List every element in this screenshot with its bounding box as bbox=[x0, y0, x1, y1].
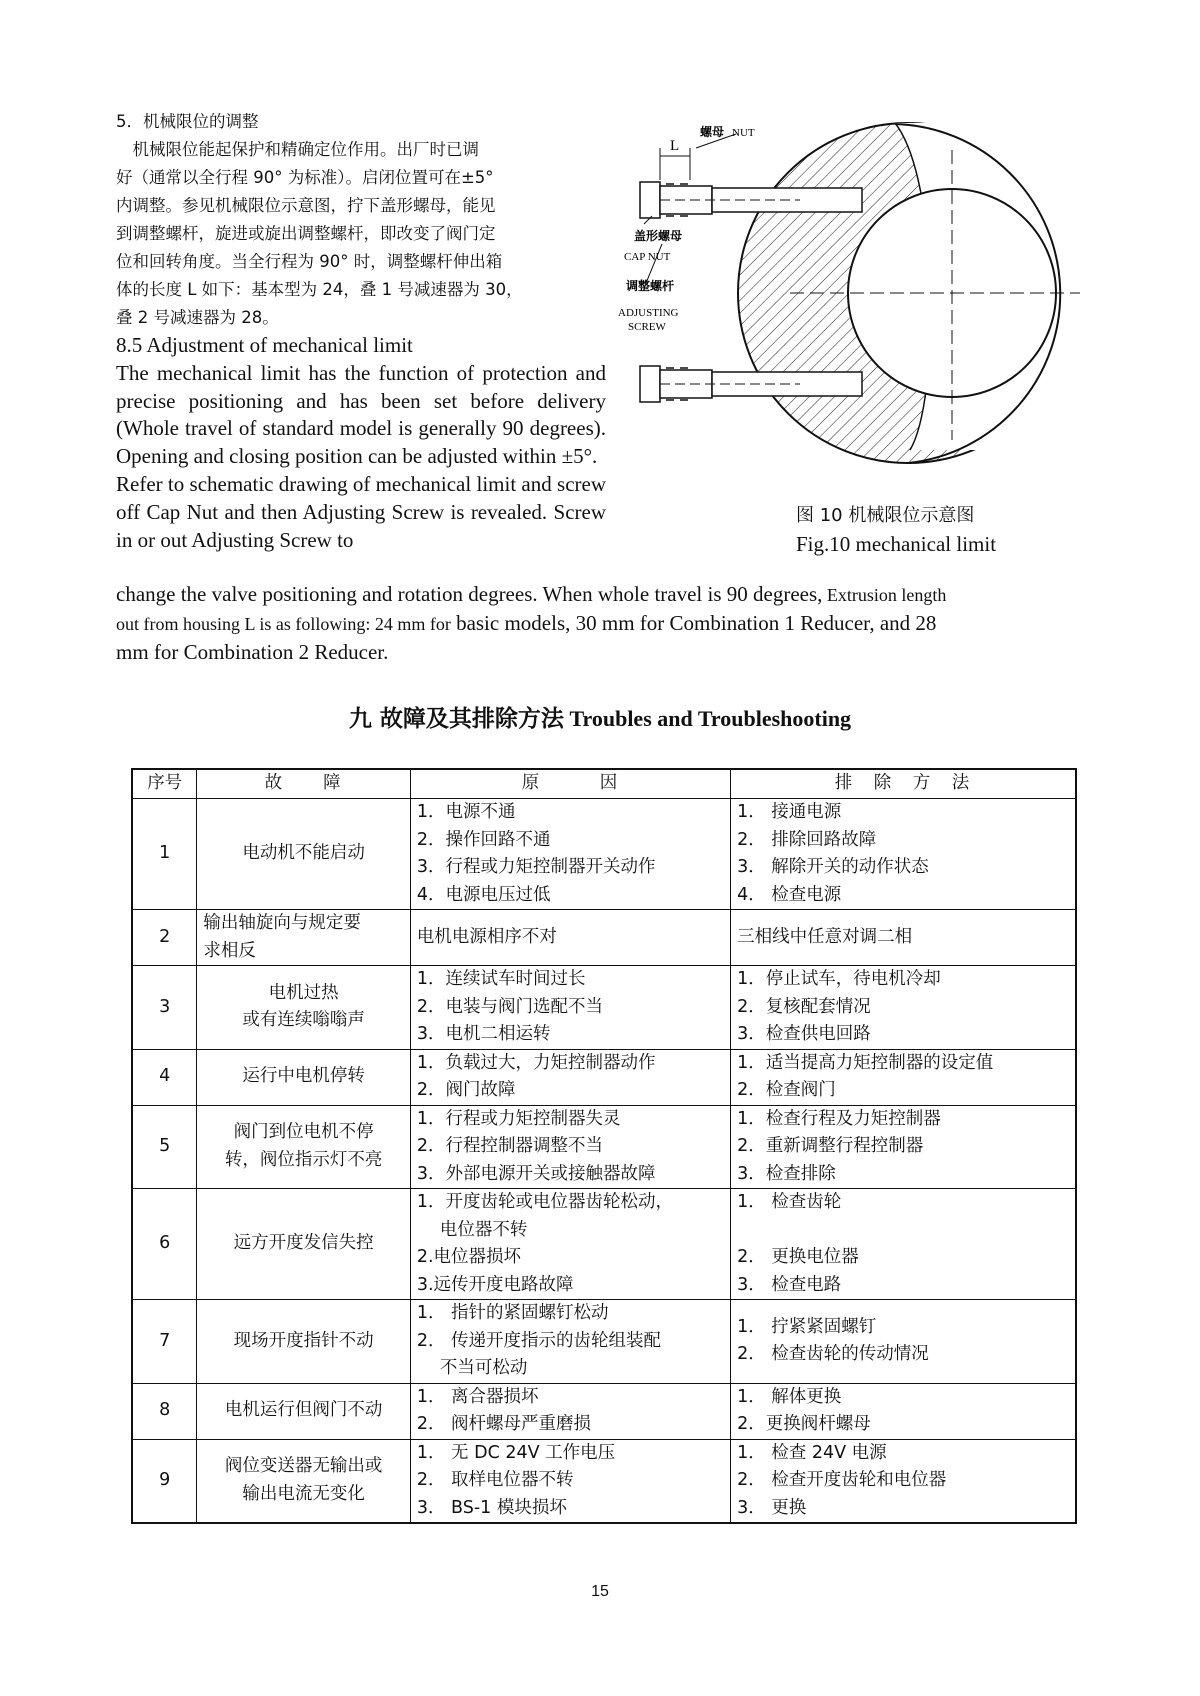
cause-cell bbox=[410, 1189, 730, 1300]
cause-item: 电机电源相序不对 bbox=[416, 926, 557, 947]
fault-text: 输出电流无变化 bbox=[242, 1483, 365, 1504]
fix-item: 2． 检查齿轮的传动情况 bbox=[737, 1344, 929, 1365]
fix-cell bbox=[731, 910, 1076, 966]
table-row bbox=[132, 910, 1076, 966]
fault-text: 阀位变送器无输出或 bbox=[224, 1456, 383, 1477]
cause-item: 3．电机二相运转 bbox=[416, 1024, 551, 1044]
adjusting-screw-label-en-2: SCREW bbox=[628, 321, 666, 333]
fix-item: 2． 排除回路故障 bbox=[737, 829, 877, 850]
cause-item: 1．电源不通 bbox=[416, 802, 516, 822]
en-text: basic models, 30 mm for Combination 1 Reducer, and 28 bbox=[450, 610, 937, 635]
capnut-label-en: CAP NUT bbox=[624, 251, 671, 263]
fault-cell bbox=[197, 799, 410, 910]
table-row bbox=[132, 1105, 1076, 1189]
cn-line: 叠 2 号减速器为 28。 bbox=[116, 308, 279, 327]
cause-cell bbox=[410, 1049, 730, 1105]
cause-item: 电位器不转 bbox=[416, 1219, 528, 1240]
row-number: 7 bbox=[132, 1300, 197, 1384]
nut-label-cn: 螺母 bbox=[700, 125, 725, 139]
header-fix: 排 除 方 法 bbox=[731, 769, 1076, 799]
cause-item: 1． 指针的紧固螺钉松动 bbox=[416, 1303, 609, 1323]
cause-cell bbox=[410, 1439, 730, 1523]
fix-item: 2．更换阀杆螺母 bbox=[737, 1414, 871, 1434]
cause-cell bbox=[410, 966, 730, 1050]
fix-item: 1． 接通电源 bbox=[737, 802, 842, 822]
fix-item: 1． 拧紧紧固螺钉 bbox=[737, 1316, 877, 1337]
cn-line: 体的长度 L 如下：基本型为 24，叠 1 号减速器为 30， bbox=[116, 280, 523, 299]
cn-line: 位和回转角度。当全行程为 90° 时，调整螺杆伸出箱 bbox=[116, 252, 503, 271]
section-heading bbox=[0, 700, 1200, 733]
fault-text: 电机运行但阀门不动 bbox=[224, 1400, 383, 1421]
fault-text: 电动机不能启动 bbox=[242, 843, 365, 864]
fix-item: 3．检查排除 bbox=[737, 1163, 836, 1184]
header-cause: 原 因 bbox=[410, 769, 730, 799]
cause-item: 2． 阀杆螺母严重磨损 bbox=[416, 1414, 592, 1434]
cause-item: 3.远传开度电路故障 bbox=[416, 1274, 574, 1295]
en-paragraph-1: The mechanical limit has the function of protection and precise positioning and has been set before delivery (Whole travel of standard model is generally 90 degrees). Opening and closing position can be adjusted within ±5°. bbox=[116, 360, 606, 469]
cause-item: 1．连续试车时间过长 bbox=[416, 969, 586, 989]
en-text: mm for Combination 2 Reducer. bbox=[116, 639, 389, 664]
cause-item: 1．开度齿轮或电位器齿轮松动， bbox=[416, 1192, 673, 1212]
mechanical-limit-diagram bbox=[618, 120, 1080, 450]
cause-item: 2．阀门故障 bbox=[416, 1080, 516, 1100]
cn-line: 到调整螺杆，旋进或旋出调整螺杆，即改变了阀门定 bbox=[116, 224, 496, 243]
en-paragraph-2: Refer to schematic drawing of mechanical limit and screw off Cap Nut and then Adjusting Screw is revealed. Screw in or out Adjusting Screw to bbox=[116, 471, 606, 552]
cn-line: 好（通常以全行程 90° 为标准）。启闭位置可在±5° bbox=[116, 168, 494, 187]
cause-cell bbox=[410, 910, 730, 966]
adjusting-screw-label-cn: 调整螺杆 bbox=[626, 279, 675, 293]
header-no: 序号 bbox=[132, 769, 197, 799]
table-row bbox=[132, 1383, 1076, 1439]
cause-item: 3．外部电源开关或接触器故障 bbox=[416, 1163, 656, 1184]
cause-item: 3． BS-1 模块损坏 bbox=[416, 1497, 567, 1518]
fix-item: 2．检查阀门 bbox=[737, 1080, 836, 1100]
cause-item: 2．电装与阀门选配不当 bbox=[416, 996, 603, 1017]
fix-cell bbox=[731, 1383, 1076, 1439]
fix-item: 1．适当提高力矩控制器的设定值 bbox=[737, 1052, 994, 1073]
fix-item: 3．检查供电回路 bbox=[737, 1024, 871, 1044]
page-number: 15 bbox=[591, 1583, 609, 1600]
fault-text: 远方开度发信失控 bbox=[233, 1233, 374, 1254]
cause-cell bbox=[410, 1300, 730, 1384]
figure-caption bbox=[796, 502, 996, 558]
fix-cell bbox=[731, 1300, 1076, 1384]
table-row bbox=[132, 1049, 1076, 1105]
row-number: 8 bbox=[132, 1383, 197, 1439]
table-row bbox=[132, 1300, 1076, 1384]
cause-item: 2．操作回路不通 bbox=[416, 829, 551, 850]
cn-section-title: 5．机械限位的调整 bbox=[116, 112, 259, 131]
cause-item: 2.电位器损坏 bbox=[416, 1247, 522, 1267]
fault-cell bbox=[197, 1300, 410, 1384]
fault-cell bbox=[197, 910, 410, 966]
fault-cell bbox=[197, 1189, 410, 1300]
fault-cell bbox=[197, 1105, 410, 1189]
cause-item: 3．行程或力矩控制器开关动作 bbox=[416, 857, 656, 877]
fault-text: 求相反 bbox=[203, 940, 256, 961]
fault-cell bbox=[197, 1383, 410, 1439]
cause-item: 1．负载过大，力矩控制器动作 bbox=[416, 1052, 656, 1073]
table-row bbox=[132, 1439, 1076, 1523]
fix-item: 2．复核配套情况 bbox=[737, 996, 871, 1017]
table-row bbox=[132, 966, 1076, 1050]
section-8-5-text bbox=[116, 108, 606, 554]
en-paragraph-continuation bbox=[116, 581, 1094, 666]
fix-cell bbox=[731, 1439, 1076, 1523]
cn-line: 机械限位能起保护和精确定位作用。出厂时已调 bbox=[116, 140, 479, 159]
fix-item: 2．重新调整行程控制器 bbox=[737, 1136, 924, 1156]
fault-cell bbox=[197, 1049, 410, 1105]
cn-line: 内调整。参见机械限位示意图，拧下盖形螺母，能见 bbox=[116, 196, 496, 215]
fault-text: 运行中电机停转 bbox=[242, 1066, 365, 1087]
cause-item: 2． 取样电位器不转 bbox=[416, 1470, 574, 1490]
fix-cell bbox=[731, 1105, 1076, 1189]
cause-item: 1． 无 DC 24V 工作电压 bbox=[416, 1442, 616, 1463]
fault-cell bbox=[197, 966, 410, 1050]
fix-item: 2． 检查开度齿轮和电位器 bbox=[737, 1470, 947, 1490]
fix-cell bbox=[731, 799, 1076, 910]
row-number: 3 bbox=[132, 966, 197, 1050]
fault-text: 转，阀位指示灯不亮 bbox=[224, 1149, 383, 1170]
header-fault: 故 障 bbox=[197, 769, 410, 799]
fix-item: 1． 检查齿轮 bbox=[737, 1192, 842, 1212]
row-number: 2 bbox=[132, 910, 197, 966]
cause-item: 2． 传递开度指示的齿轮组装配 bbox=[416, 1330, 662, 1351]
cn-paragraph bbox=[116, 136, 606, 332]
fix-item: 3． 检查电路 bbox=[737, 1274, 842, 1295]
fault-text: 电机过热 bbox=[268, 982, 339, 1003]
cause-cell bbox=[410, 1105, 730, 1189]
fix-item: 2． 更换电位器 bbox=[737, 1247, 859, 1267]
en-section-title: 8.5 Adjustment of mechanical limit bbox=[116, 333, 413, 357]
fix-item: 1． 检查 24V 电源 bbox=[737, 1442, 887, 1463]
cause-item: 2．行程控制器调整不当 bbox=[416, 1136, 603, 1156]
figure-caption-cn: 图 10 机械限位示意图 bbox=[796, 505, 975, 526]
troubleshooting-table bbox=[131, 768, 1077, 1524]
row-number: 9 bbox=[132, 1439, 197, 1523]
cause-cell bbox=[410, 1383, 730, 1439]
fix-item: 1．检查行程及力矩控制器 bbox=[737, 1108, 941, 1129]
table-header-row bbox=[132, 769, 1076, 799]
section-heading-en: Troubles and Troubleshooting bbox=[563, 706, 852, 731]
row-number: 5 bbox=[132, 1105, 197, 1189]
fix-item-spacer bbox=[737, 1217, 1069, 1245]
row-number: 6 bbox=[132, 1189, 197, 1300]
cause-cell bbox=[410, 799, 730, 910]
fix-cell bbox=[731, 1049, 1076, 1105]
fault-text: 现场开度指针不动 bbox=[233, 1330, 374, 1351]
fault-text: 阀门到位电机不停 bbox=[233, 1122, 374, 1143]
row-number: 4 bbox=[132, 1049, 197, 1105]
dimension-label: L bbox=[670, 138, 680, 154]
nut-label-en: NUT bbox=[732, 127, 755, 139]
fix-item: 1． 解体更换 bbox=[737, 1386, 842, 1407]
section-heading-cn: 九 故障及其排除方法 bbox=[348, 706, 564, 732]
cause-item: 1． 离合器损坏 bbox=[416, 1386, 539, 1407]
en-text-small: Extrusion length bbox=[822, 585, 947, 605]
fix-item: 3． 解除开关的动作状态 bbox=[737, 857, 929, 877]
en-text: change the valve positioning and rotation degrees. When whole travel is 90 degrees, bbox=[116, 582, 823, 606]
table-row bbox=[132, 799, 1076, 910]
adjusting-screw-label-en-1: ADJUSTING bbox=[618, 307, 679, 319]
row-number: 1 bbox=[132, 799, 197, 910]
fix-item: 1．停止试车，待电机冷却 bbox=[737, 969, 941, 989]
fault-text: 或有连续嗡嗡声 bbox=[242, 1010, 365, 1031]
cause-item: 不当可松动 bbox=[416, 1358, 528, 1378]
en-text-small: out from housing L is as following: 24 mm for bbox=[116, 613, 451, 634]
fix-item: 三相线中任意对调二相 bbox=[737, 926, 913, 947]
capnut-label-cn: 盖形螺母 bbox=[634, 229, 683, 243]
figure-caption-en: Fig.10 mechanical limit bbox=[796, 532, 997, 556]
fix-cell bbox=[731, 1189, 1076, 1300]
cause-item: 4．电源电压过低 bbox=[416, 884, 551, 905]
fix-item: 3． 更换 bbox=[737, 1497, 807, 1518]
fix-cell bbox=[731, 966, 1076, 1050]
fault-cell bbox=[197, 1439, 410, 1523]
fault-text: 输出轴旋向与规定要 bbox=[203, 913, 361, 933]
fix-item: 4． 检查电源 bbox=[737, 884, 842, 905]
table-row bbox=[132, 1189, 1076, 1300]
cause-item: 1．行程或力矩控制器失灵 bbox=[416, 1108, 621, 1129]
